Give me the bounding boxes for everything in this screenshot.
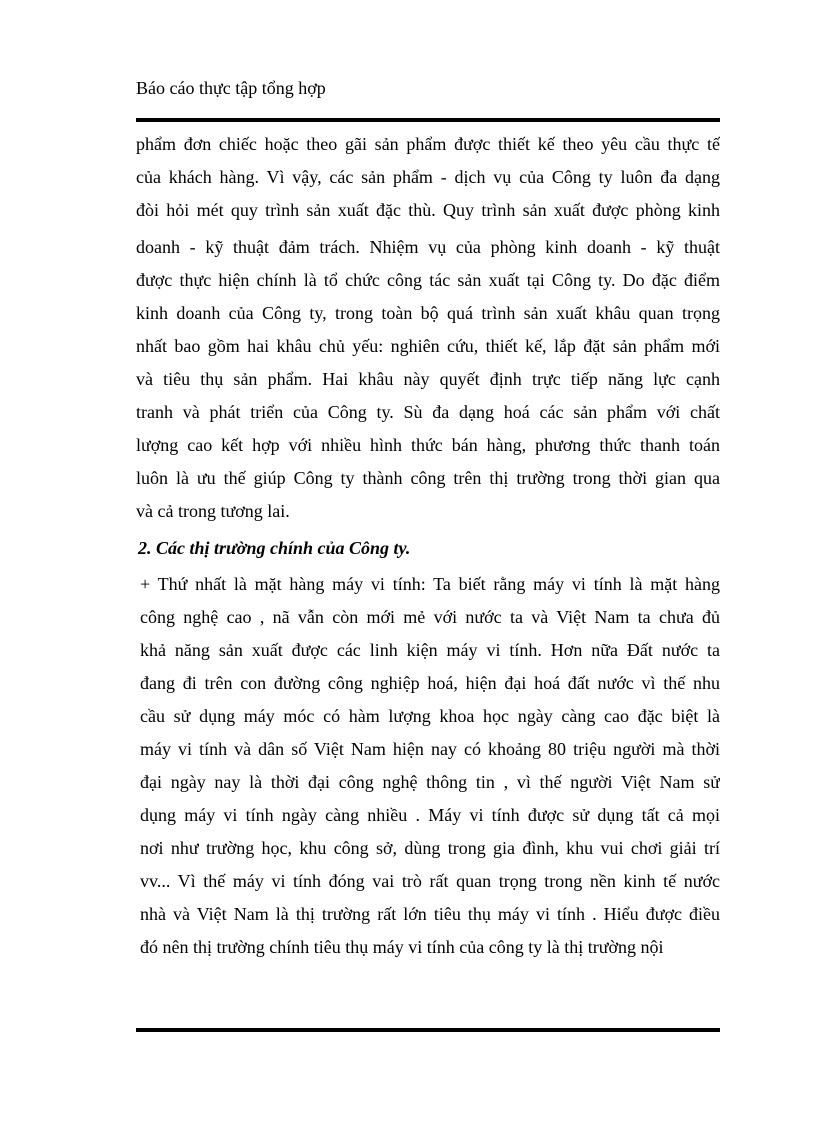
text-line: + Thứ nhất là mặt hàng máy vi tính: Ta biết rằng máy vi tính là mặt hàng: [140, 574, 720, 594]
text-line: cầu sử dụng máy móc có hàm lượng khoa học ngày càng cao đặc biệt là: [140, 706, 720, 726]
document-body: [136, 128, 720, 964]
text-line: nơi như trường học, khu công sở, dùng trong gia đình, khu vui chơi giải trí: [140, 838, 720, 858]
text-line: nhà và Việt Nam là thị trường rất lớn tiêu thụ máy vi tính . Hiểu được điều: [140, 904, 720, 924]
text-line: đó nên thị trường chính tiêu thụ máy vi tính của công ty là thị trường nội: [140, 937, 664, 957]
paragraph-2: [136, 568, 720, 964]
text-line: tranh và phát triển của Công ty. Sù đa dạng hoá các sản phẩm với chất: [136, 402, 720, 422]
section-heading: 2. Các thị trường chính của Công ty.: [138, 538, 411, 558]
text-line: kinh doanh của Công ty, trong toàn bộ quá trình sản xuất khâu quan trọng: [136, 303, 720, 323]
text-line: của khách hàng. Vì vậy, các sản phẩm - dịch vụ của Công ty luôn đa dạng: [136, 167, 720, 187]
text-line: được thực hiện chính là tổ chức công tác sản xuất tại Công ty. Do đặc điểm: [136, 270, 720, 290]
text-line: dụng máy vi tính ngày càng nhiều . Máy vi tính được sử dụng tất cả mọi: [140, 805, 720, 825]
text-line: đòi hỏi mét quy trình sản xuất đặc thù. Quy trình sản xuất được phòng kinh: [136, 200, 720, 220]
text-line: nhất bao gồm hai khâu chủ yếu: nghiên cứu, thiết kế, lắp đặt sản phẩm mới: [136, 336, 720, 356]
text-line: lượng cao kết hợp với nhiều hình thức bán hàng, phương thức thanh toán: [136, 435, 720, 455]
text-line: luôn là ưu thế giúp Công ty thành công trên thị trường trong thời gian qua: [136, 468, 720, 488]
text-line: phẩm đơn chiếc hoặc theo gãi sản phẩm được thiết kế theo yêu cầu thực tế: [136, 134, 720, 154]
header-divider: [136, 118, 720, 122]
text-line: và cả trong tương lai.: [136, 501, 290, 521]
page-header-title: Báo cáo thực tập tổng hợp: [136, 78, 326, 98]
text-line: và tiêu thụ sản phẩm. Hai khâu này quyết định trực tiếp năng lực cạnh: [136, 369, 720, 389]
text-line: khả năng sản xuất được các linh kiện máy vi tính. Hơn nữa Đất nước ta: [140, 640, 720, 660]
text-line: vv... Vì thế máy vi tính đóng vai trò rất quan trọng trong nền kinh tế nước: [140, 871, 720, 891]
footer-divider: [136, 1028, 720, 1032]
text-line: doanh - kỹ thuật đảm trách. Nhiệm vụ của phòng kinh doanh - kỹ thuật: [136, 237, 720, 257]
text-line: đại ngày nay là thời đại công nghệ thông tin , vì thế người Việt Nam sử: [140, 772, 720, 792]
paragraph-1: [136, 128, 720, 528]
text-line: máy vi tính và dân số Việt Nam hiện nay có khoảng 80 triệu người mà thời: [140, 739, 720, 759]
text-line: công nghệ cao , nã vẫn còn mới mẻ với nước ta và Việt Nam ta chưa đủ: [140, 607, 720, 627]
text-line: đang đi trên con đường công nghiệp hoá, hiện đại hoá đất nước vì thế nhu: [140, 673, 720, 693]
